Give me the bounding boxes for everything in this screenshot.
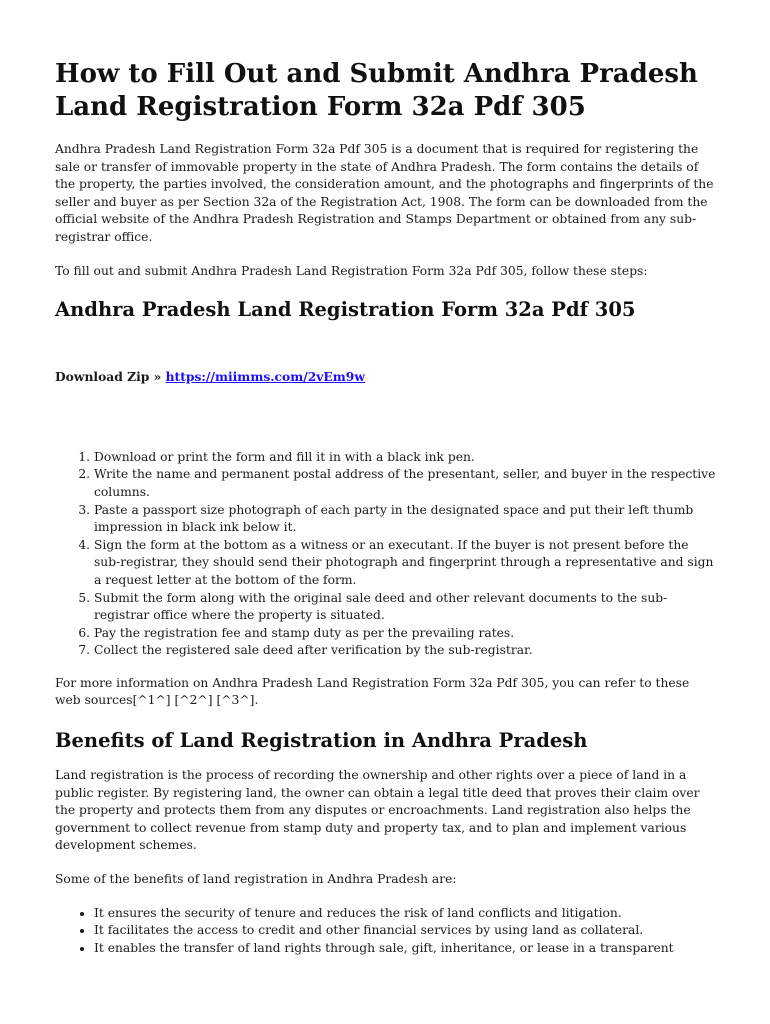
step-item: 7. Collect the registered sale deed after verification by the sub-registrar. bbox=[94, 642, 717, 660]
benefit-item: • It facilitates the access to credit and other financial services by using land as collateral. bbox=[94, 922, 717, 940]
benefit-item: • It ensures the security of tenure and reduces the risk of land conflicts and litigation. bbox=[94, 905, 717, 923]
document-content bbox=[55, 58, 717, 957]
step-item: 1. Download or print the form and fill it in with a black ink pen. bbox=[94, 449, 717, 467]
more-info-paragraph: For more information on Andhra Pradesh Land Registration Form 32a Pdf 305, you can refer to these web sources[^1^] [^2^] [^3^]. bbox=[55, 675, 690, 708]
benefits-list bbox=[55, 905, 717, 958]
some-benefits-paragraph: Some of the benefits of land registration in Andhra Pradesh are: bbox=[55, 872, 457, 887]
step-item: 3. Paste a passport size photograph of each party in the designated space and put their left thumb impression in black ink below it. bbox=[94, 502, 717, 537]
step-item: 2. Write the name and permanent postal address of the presentant, seller, and buyer in the respective columns. bbox=[94, 466, 717, 501]
download-line bbox=[55, 368, 717, 386]
benefit-item: • It enables the transfer of land rights through sale, gift, inheritance, or lease in a transparent bbox=[94, 940, 717, 958]
step-item: 5. Submit the form along with the original sale deed and other relevant documents to the sub-registrar office where the property is situated. bbox=[94, 590, 717, 625]
intro-paragraph: Andhra Pradesh Land Registration Form 32a Pdf 305 is a document that is required for registering the sale or transfer of immovable property in the state of Andhra Pradesh. The form contains the details of the property, the parties involved, the consideration amount, and the photographs and fingerprints of the seller and buyer as per Section 32a of the Registration Act, 1908. The form can be downloaded from the official website of the Andhra Pradesh Registration and Stamps Department or obtained from any sub-registrar office. bbox=[55, 142, 714, 244]
benefits-heading: Benefits of Land Registration in Andhra Pradesh bbox=[55, 729, 588, 753]
step-item: 6. Pay the registration fee and stamp duty as per the prevailing rates. bbox=[94, 625, 717, 643]
page-title: How to Fill Out and Submit Andhra Pradesh Land Registration Form 32a Pdf 305 bbox=[55, 59, 698, 122]
steps-list bbox=[55, 449, 717, 660]
download-link[interactable]: https://miimms.com/2vEm9w bbox=[165, 369, 365, 385]
step-item: 4. Sign the form at the bottom as a witness or an executant. If the buyer is not present before the sub-registrar, they should send their photograph and fingerprint through a representative and sign a request letter at the bottom of the form. bbox=[94, 537, 717, 590]
steps-intro-paragraph: To fill out and submit Andhra Pradesh Land Registration Form 32a Pdf 305, follow these steps: bbox=[55, 263, 648, 278]
benefits-paragraph: Land registration is the process of recording the ownership and other rights over a piece of land in a public register. By registering land, the owner can obtain a legal title deed that proves their claim over the property and protects them from any disputes or encroachments. Land registration also helps the government to collect revenue from stamp duty and property tax, and to plan and implement various development schemes. bbox=[55, 768, 700, 853]
download-label: Download Zip » bbox=[55, 369, 162, 385]
section-heading: Andhra Pradesh Land Registration Form 32a Pdf 305 bbox=[55, 298, 636, 322]
